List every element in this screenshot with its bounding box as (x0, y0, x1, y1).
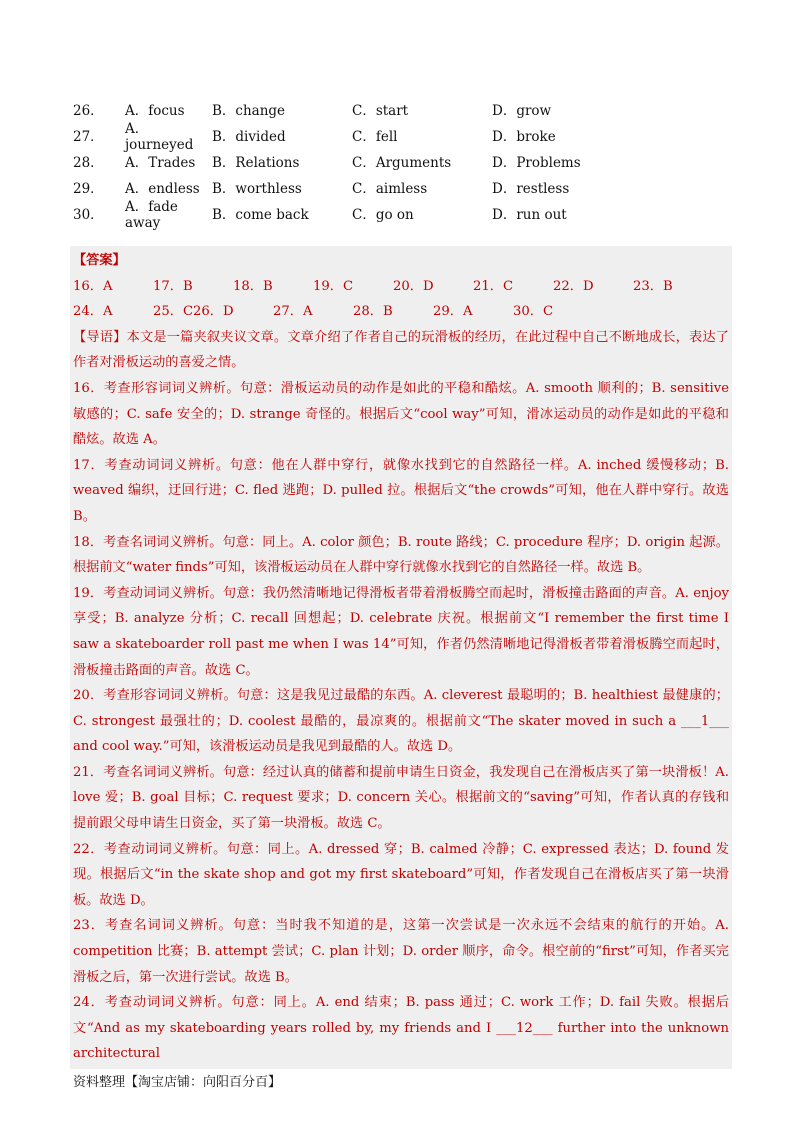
answer-key: 30．C (513, 304, 554, 320)
answer-key: 24．A (73, 304, 113, 320)
answer-key: 26．D (193, 304, 234, 320)
choice-a: A．endless (125, 181, 200, 197)
answer-key: 17．B (153, 278, 193, 294)
answer-key: 18．B (233, 278, 273, 294)
explanation-21: 21．考查名词词义辨析。句意：经过认真的储蓄和提前申请生日资金，我发现自己在滑板店买了第一块滑板！A. love 爱；B. goal 目标；C. request 要求；D. concern 关心。根据前文的“saving”可知，作者认真的存钱和提前跟父母申请生日资金，买了第一块滑板。故选 C。 (73, 764, 729, 832)
choice-d: D．restless (492, 181, 570, 197)
choice-c: C．go on (352, 207, 414, 223)
question-number: 27． (73, 129, 104, 145)
choice-d: D．grow (492, 103, 552, 119)
explanation-17: 17．考查动词词义辨析。句意：他在人群中穿行，就像水找到它的自然路径一样。A. inched 缓慢移动；B. weaved 编织，迂回行进；C. fled 逃跑；D. pulled 拉。根据后文“the crowds”可知，他在人群中穿行。故选 B。 (73, 457, 729, 524)
choice-d: D．run out (492, 207, 567, 223)
choice-c: C．aimless (352, 181, 428, 197)
choice-a: A．fade away (125, 199, 178, 231)
choice-b: B．divided (212, 129, 286, 145)
explanation-16: 16．考查形容词词义辨析。句意：滑板运动员的动作是如此的平稳和酷炫。A. smooth 顺利的；B. sensitive 敏感的；C. safe 安全的；D. strange 奇怪的。根据后文“cool way”可知，滑冰运动员的动作是如此的平稳和酷炫。故选 A。 (73, 380, 729, 448)
answer-section (70, 246, 732, 1069)
answer-key: 20．D (393, 278, 434, 294)
choice-b: B．come back (212, 207, 309, 223)
answer-key: 23．B (633, 278, 673, 294)
explanation-19: 19．考查动词词义辨析。句意：我仍然清晰地记得滑板者带着滑板腾空而起时，滑板撞击路面的声音。A. enjoy 享受；B. analyze 分析；C. recall 回想起；D. celebrate 庆祝。根据前文“I remember the first time I saw a skateboarder roll past me when I was 14”可知，作者仍然清晰地记得滑板者带着滑板腾空而起时，滑板撞击路面的声音。故选 C。 (73, 585, 729, 678)
answer-key: 19．C (313, 278, 354, 294)
choice-a: A．Trades (125, 155, 196, 171)
explanation-20: 20．考查形容词词义辨析。句意：这是我见过最酷的东西。A. cleverest 最聪明的；B. healthiest 最健康的；C. strongest 最强壮的；D. coolest 最酷的，最凉爽的。根据前文“The skater moved in such a ___1___ and cool way.”可知，该滑板运动员是我见到最酷的人。故选 D。 (73, 688, 729, 755)
answer-key: 28．B (353, 304, 393, 320)
answer-key: 29．A (433, 304, 473, 320)
explanation-24: 24．考查动词词义辨析。句意：同上。A. end 结束；B. pass 通过；C. work 工作；D. fail 失败。根据后文“And as my skateboarding years rolled by, my friends and I ___12___ further into the unknown architectural (73, 995, 729, 1062)
question-number: 29． (73, 181, 104, 197)
explanation-18: 18．考查名词词义辨析。句意：同上。A. color 颜色；B. route 路线；C. procedure 程序；D. origin 起源。根据前文“water finds”可知，该滑板运动员在人群中穿行就像水找到它的自然路径一样。故选 B。 (73, 534, 729, 576)
answer-key: 21．C (473, 278, 514, 294)
option-row-27 (73, 121, 733, 153)
option-row-28 (73, 148, 733, 174)
explanation-23: 23．考查名词词义辨析。句意：当时我不知道的是，这第一次尝试是一次永远不会结束的航行的开始。A. competition 比赛；B. attempt 尝试；C. plan 计划；D. order 顺序，命令。根空前的“first”可知，作者买完滑板之后，第一次进行尝试。故选 B。 (73, 918, 729, 985)
answer-key-list (73, 274, 729, 325)
choice-c: C．Arguments (352, 155, 452, 171)
choice-b: B．change (212, 103, 286, 119)
intro-paragraph: 【导语】本文是一篇夹叙夹议文章。文章介绍了作者自己的玩滑板的经历，在此过程中自己不断地成长，表达了作者对滑板运动的喜爱之情。 (73, 329, 729, 371)
choice-c: C．start (352, 103, 409, 119)
question-number: 26． (73, 103, 104, 119)
explanation-22: 22．考查动词词义辨析。句意：同上。A. dressed 穿；B. calmed 冷静；C. expressed 表达；D. found 发现。根据后文“in the skate shop and got my first skateboard”可知，作者发现自己在滑板店买了第一块滑板。故选 D。 (73, 841, 729, 908)
choice-a: A．focus (125, 103, 185, 119)
answer-key: 25．C (153, 304, 194, 320)
answer-key: 22．D (553, 278, 594, 294)
answer-key: 16．A (73, 278, 113, 294)
question-number: 30． (73, 207, 104, 223)
options-list (73, 96, 733, 231)
choice-c: C．fell (352, 129, 398, 145)
answer-key: 27．A (273, 304, 313, 320)
question-number: 28． (73, 155, 104, 171)
answer-heading: 【答案】 (73, 253, 126, 268)
choice-b: B．Relations (212, 155, 300, 171)
choice-d: D．broke (492, 129, 556, 145)
choice-d: D．Problems (492, 155, 581, 171)
option-row-30 (73, 199, 733, 231)
choice-a: A．journeyed (125, 121, 194, 153)
page-footer: 资料整理【淘宝店铺：向阳百分百】 (73, 1075, 282, 1090)
choice-b: B．worthless (212, 181, 302, 197)
